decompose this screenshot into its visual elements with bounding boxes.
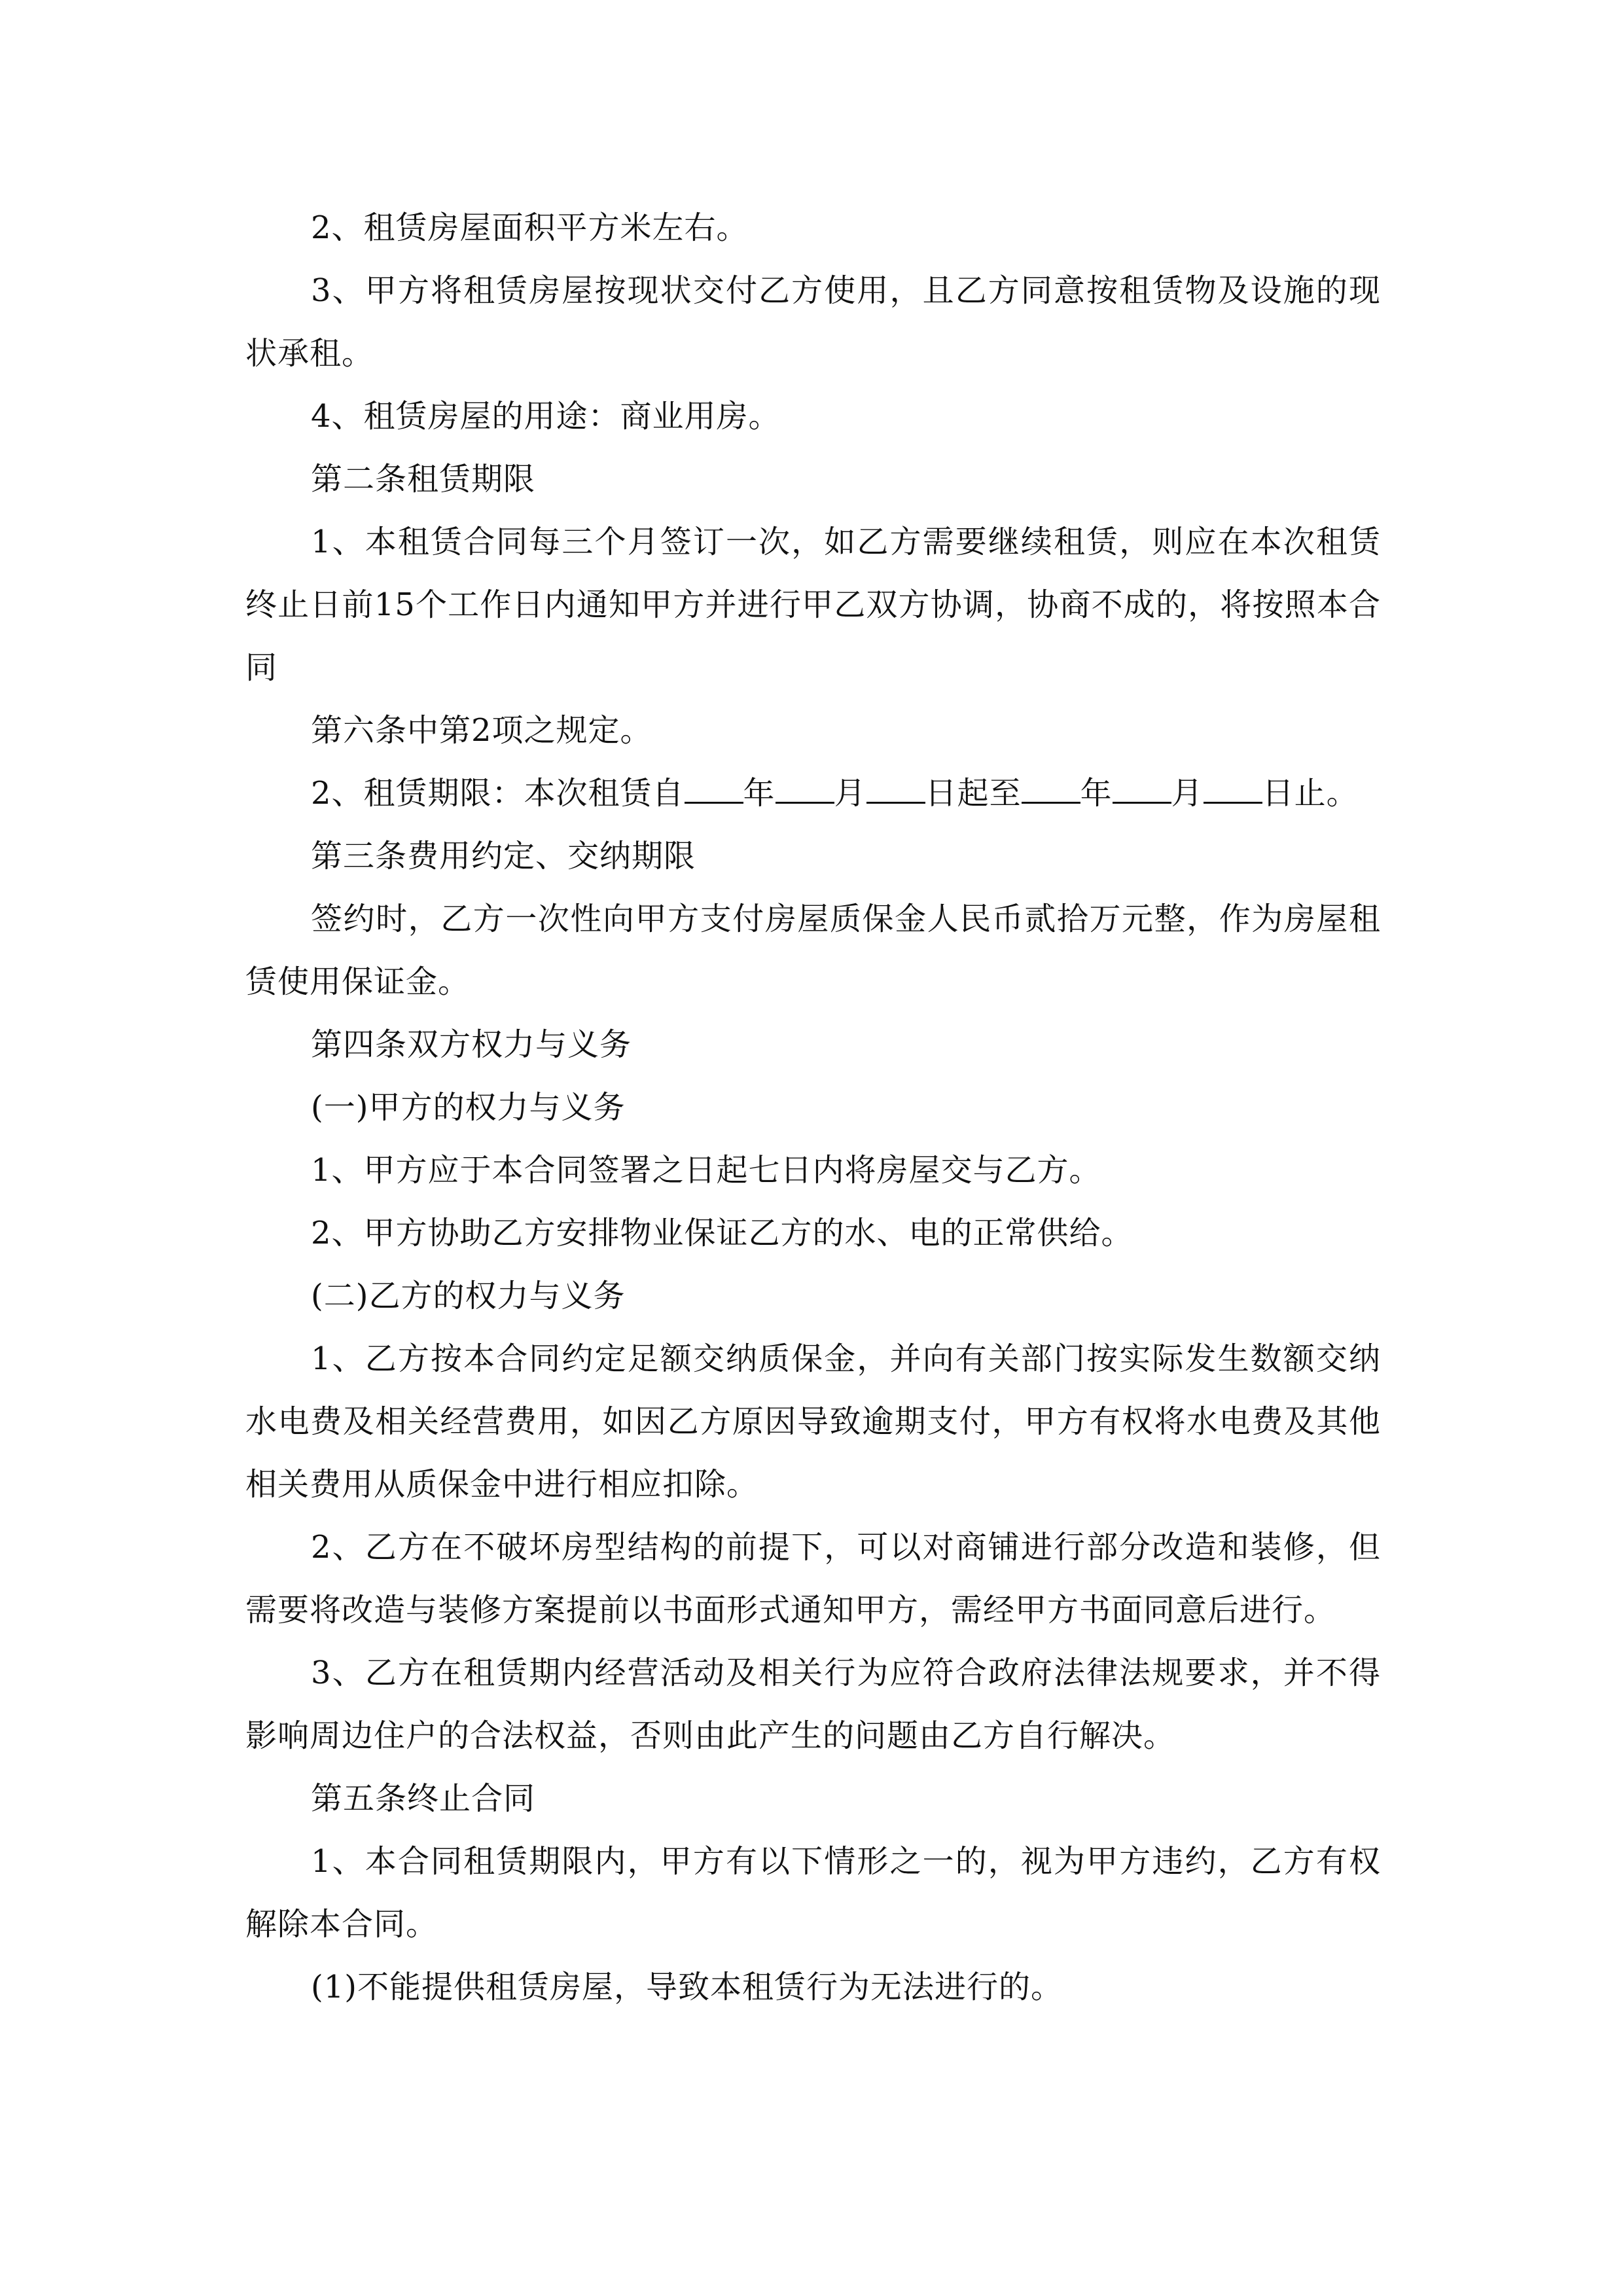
paragraph-deposit: 签约时，乙方一次性向甲方支付房屋质保金人民币贰拾万元整，作为房屋租赁使用保证金。	[245, 901, 1381, 1000]
blank-end-day	[1204, 773, 1262, 804]
paragraph-party-b-1: 1、乙方按本合同约定足额交纳质保金，并向有关部门按实际发生数额交纳水电费及相关经营费用，如因乙方原因导致逾期支付，甲方有权将水电费及其他相关费用从质保金中进行相应扣除。	[245, 1340, 1381, 1503]
blank-start-day	[866, 773, 925, 804]
paragraph-lease-term	[245, 762, 1381, 825]
term-month-2: 月	[1171, 775, 1204, 812]
paragraph-party-a-1: 1、甲方应于本合同签署之日起七日内将房屋交与乙方。	[311, 1152, 1101, 1189]
paragraph-area: 2、租赁房屋面积平方米左右。	[311, 209, 749, 246]
paragraph-termination-1: 1、本合同租赁期限内，甲方有以下情形之一的，视为甲方违约，乙方有权解除本合同。	[245, 1843, 1381, 1943]
paragraph-delivery: 3、甲方将租赁房屋按现状交付乙方使用，且乙方同意按租赁物及设施的现状承租。	[245, 272, 1381, 372]
paragraph-termination-1-1: (1)不能提供租赁房屋，导致本租赁行为无法进行的。	[311, 1969, 1063, 2005]
blank-end-month	[1113, 773, 1171, 804]
term-year-1: 年	[743, 775, 776, 812]
blank-start-month	[776, 773, 834, 804]
heading-article-4: 第四条双方权力与义务	[311, 1026, 632, 1063]
term-month-1: 月	[834, 775, 866, 812]
blank-start-year	[685, 773, 743, 804]
term-day-2: 日止。	[1262, 775, 1359, 812]
paragraph-party-b-3: 3、乙方在租赁期内经营活动及相关行为应符合政府法律法规要求，并不得影响周边住户的合法权益，否则由此产生的问题由乙方自行解决。	[245, 1655, 1381, 1754]
heading-article-2: 第二条租赁期限	[311, 461, 536, 497]
term-year-2: 年	[1080, 775, 1113, 812]
blank-end-year	[1022, 773, 1080, 804]
paragraph-party-a-2: 2、甲方协助乙方安排物业保证乙方的水、电的正常供给。	[311, 1215, 1133, 1251]
term-prefix: 2、租赁期限：本次租赁自	[311, 775, 685, 812]
heading-article-3: 第三条费用约定、交纳期限	[311, 838, 696, 874]
term-day-1: 日起至	[925, 775, 1022, 812]
heading-article-5: 第五条终止合同	[311, 1780, 536, 1817]
document-body	[245, 196, 1381, 2018]
paragraph-renewal: 1、本租赁合同每三个月签订一次，如乙方需要继续租赁，则应在本次租赁终止日前15个工作日内通知甲方并进行甲乙双方协调，协商不成的，将按照本合同	[245, 524, 1381, 686]
paragraph-article-6-ref: 第六条中第2项之规定。	[311, 712, 652, 749]
paragraph-usage: 4、租赁房屋的用途：商业用房。	[311, 398, 781, 435]
paragraph-party-b-2: 2、乙方在不破坏房型结构的前提下，可以对商铺进行部分改造和装修，但需要将改造与装修方案提前以书面形式通知甲方，需经甲方书面同意后进行。	[245, 1529, 1381, 1628]
subheading-party-b: (二)乙方的权力与义务	[311, 1278, 626, 1314]
subheading-party-a: (一)甲方的权力与义务	[311, 1089, 626, 1126]
